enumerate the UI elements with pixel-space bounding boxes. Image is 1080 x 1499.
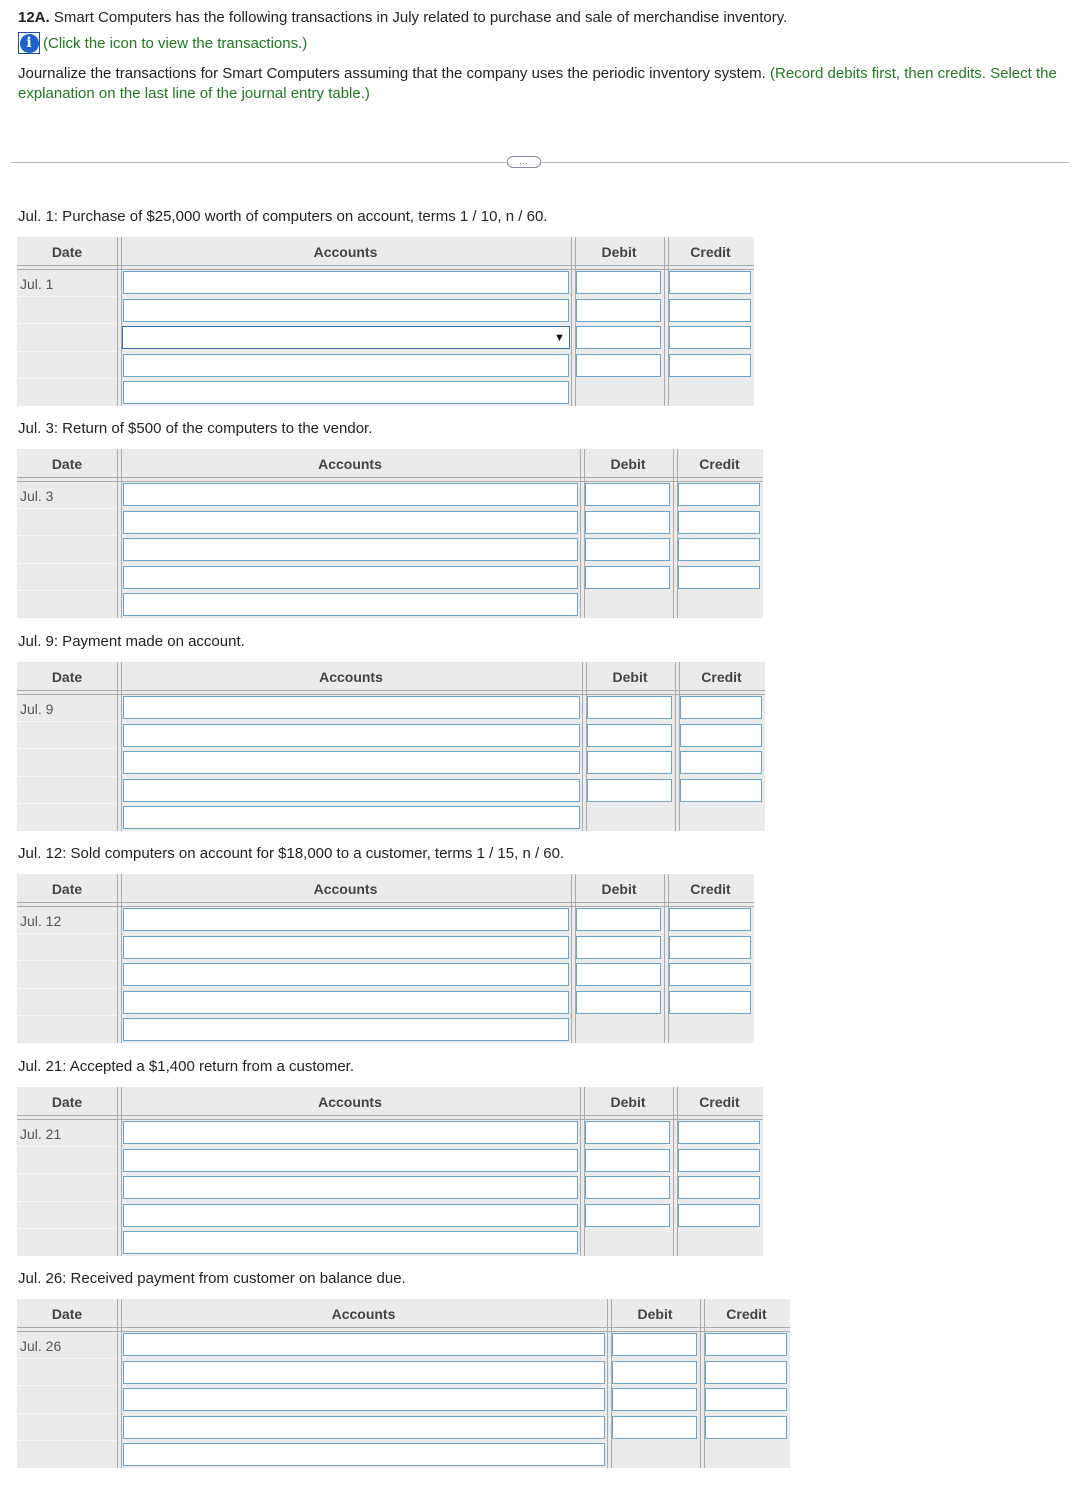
account-select[interactable] [122,326,570,349]
entry-date: Jul. 12 [20,913,62,929]
column-header-debit: Debit [637,1305,673,1322]
column-header-date: Date [51,668,83,685]
instructions [18,64,1058,104]
column-header-debit: Debit [601,243,637,260]
transactions-info-link[interactable] [18,32,307,54]
credit-input[interactable] [678,1149,760,1172]
explanation-input[interactable] [123,806,580,829]
credit-input[interactable] [669,326,751,349]
journal-table [17,662,765,831]
row-line [17,988,117,989]
column-separator [117,449,122,618]
credit-input[interactable] [678,483,760,506]
column-separator [673,449,678,618]
debit-input[interactable] [576,991,661,1014]
account-input[interactable] [123,1121,578,1144]
entry-date: Jul. 21 [20,1126,62,1142]
debit-input[interactable] [576,271,661,294]
column-header-date: Date [51,1093,83,1110]
debit-input[interactable] [587,696,672,719]
credit-input[interactable] [705,1416,787,1439]
credit-input[interactable] [678,566,760,589]
account-input[interactable] [123,1361,605,1384]
column-separator [582,662,587,831]
debit-input[interactable] [612,1416,697,1439]
account-input[interactable] [123,1204,578,1227]
explanation-input[interactable] [123,1018,569,1041]
column-separator [580,449,585,618]
account-input[interactable] [123,1388,605,1411]
row-line [17,1358,117,1359]
row-line [17,378,117,379]
row-line [17,1413,117,1414]
column-separator [117,1299,122,1468]
row-line [17,1173,117,1174]
entry-date: Jul. 9 [20,701,54,717]
question-number: 12A. [18,9,50,26]
row-line [17,1228,117,1229]
debit-input[interactable] [612,1388,697,1411]
column-header-debit: Debit [610,1093,646,1110]
credit-input[interactable] [680,779,762,802]
transaction-label: Jul. 12: Sold computers on account for $18,000 to a customer, terms 1 / 15, n / 60. [18,845,565,862]
header-rule [17,902,754,907]
account-input[interactable] [123,299,569,322]
explanation-input[interactable] [123,1231,578,1254]
column-header-credit: Credit [726,1305,767,1322]
credit-input[interactable] [678,1204,760,1227]
row-line [17,1440,117,1441]
column-separator [117,874,122,1043]
debit-input[interactable] [585,511,670,534]
row-line [17,1385,117,1386]
debit-input[interactable] [612,1361,697,1384]
debit-input[interactable] [576,936,661,959]
transaction-label: Jul. 3: Return of $500 of the computers to the vendor. [18,420,373,437]
instruction-main: Journalize the transactions for Smart Computers assuming that the company uses the periodic inventory system. [18,65,766,82]
credit-input[interactable] [669,991,751,1014]
header-rule [17,477,763,482]
credit-input[interactable] [678,511,760,534]
column-separator [607,1299,612,1468]
account-input[interactable] [123,936,569,959]
account-input[interactable] [123,908,569,931]
expand-toggle-button[interactable]: … [507,156,541,168]
row-line [17,508,117,509]
explanation-input[interactable] [123,381,569,404]
transaction-label: Jul. 1: Purchase of $25,000 worth of computers on account, terms 1 / 10, n / 60. [18,208,548,225]
account-input[interactable] [123,963,569,986]
credit-input[interactable] [669,299,751,322]
explanation-input[interactable] [123,593,578,616]
account-input[interactable] [123,991,569,1014]
column-header-credit: Credit [690,243,731,260]
column-separator [571,237,576,406]
entry-date: Jul. 1 [20,276,54,292]
debit-input[interactable] [585,483,670,506]
column-header-debit: Debit [612,668,648,685]
row-line [17,1146,117,1147]
column-header-accounts: Accounts [319,668,383,685]
debit-input[interactable] [587,724,672,747]
column-header-date: Date [51,880,83,897]
explanation-input[interactable] [123,1443,605,1466]
credit-input[interactable] [678,1176,760,1199]
row-line [17,960,117,961]
transaction-label: Jul. 21: Accepted a $1,400 return from a customer. [18,1058,355,1075]
header-rule [17,690,765,695]
account-input[interactable] [123,724,580,747]
debit-input[interactable] [576,963,661,986]
debit-input[interactable] [576,299,661,322]
account-input[interactable] [123,1176,578,1199]
transaction-label: Jul. 26: Received payment from customer on balance due. [18,1270,406,1287]
column-header-date: Date [51,1305,83,1322]
row-line [17,323,117,324]
header-rule [17,1115,763,1120]
column-separator [580,1087,585,1256]
column-header-accounts: Accounts [313,880,378,897]
credit-input[interactable] [678,538,760,561]
journal-table [17,237,754,406]
row-line [17,721,117,722]
credit-input[interactable] [680,751,762,774]
question-text [18,9,787,26]
credit-input[interactable] [669,354,751,377]
triangle-down-icon[interactable]: ▼ [554,331,565,344]
credit-input[interactable] [705,1361,787,1384]
credit-input[interactable] [680,724,762,747]
column-separator [117,1087,122,1256]
row-line [17,563,117,564]
info-link-text[interactable]: (Click the icon to view the transactions.) [43,34,308,52]
debit-input[interactable] [576,326,661,349]
instruction-note: (Record debits first, then credits. Select the explanation on the last line of the journal entry table.) [18,65,1057,102]
row-line [17,1201,117,1202]
column-header-accounts: Accounts [331,1305,396,1322]
column-header-credit: Credit [699,1093,740,1110]
row-line [17,535,117,536]
row-line [17,351,117,352]
column-header-credit: Credit [699,455,740,472]
header-rule [17,1327,790,1332]
account-input[interactable] [123,538,578,561]
row-line [17,1015,117,1016]
header-rule [17,265,754,270]
debit-input[interactable] [585,1121,670,1144]
column-separator [664,237,669,406]
row-line [17,590,117,591]
account-input[interactable] [123,751,580,774]
account-input[interactable] [123,271,569,294]
entry-date: Jul. 26 [20,1338,62,1354]
column-separator [117,237,122,406]
question-prompt: Smart Computers has the following transactions in July related to purchase and sale of merchandise inventory. [53,9,788,26]
column-separator [673,1087,678,1256]
debit-input[interactable] [587,751,672,774]
journal-table [17,449,763,618]
column-header-debit: Debit [601,880,637,897]
debit-input[interactable] [587,779,672,802]
credit-input[interactable] [678,1121,760,1144]
column-separator [117,662,122,831]
column-header-debit: Debit [610,455,646,472]
account-input[interactable] [123,1416,605,1439]
journal-table [17,1299,790,1468]
entry-date: Jul. 3 [20,488,54,504]
credit-input[interactable] [669,908,751,931]
column-separator [675,662,680,831]
row-line [17,803,117,804]
journal-table [17,874,754,1043]
column-separator [700,1299,705,1468]
credit-input[interactable] [669,936,751,959]
row-line [17,933,117,934]
row-line [17,748,117,749]
transaction-label: Jul. 9: Payment made on account. [18,633,245,650]
debit-input[interactable] [585,1149,670,1172]
debit-input[interactable] [585,1204,670,1227]
column-header-credit: Credit [701,668,742,685]
account-input[interactable] [123,696,580,719]
account-input[interactable] [123,1149,578,1172]
account-input[interactable] [123,779,580,802]
debit-input[interactable] [612,1333,697,1356]
journal-table [17,1087,763,1256]
info-icon[interactable]: i [18,32,40,54]
debit-input[interactable] [585,566,670,589]
row-line [17,776,117,777]
credit-input[interactable] [669,271,751,294]
column-header-accounts: Accounts [313,243,378,260]
row-line [17,296,117,297]
debit-input[interactable] [576,908,661,931]
credit-input[interactable] [705,1333,787,1356]
column-header-accounts: Accounts [318,1093,382,1110]
account-input[interactable] [123,566,578,589]
debit-input[interactable] [585,1176,670,1199]
account-input[interactable] [123,483,578,506]
debit-input[interactable] [576,354,661,377]
column-separator [664,874,669,1043]
column-header-credit: Credit [690,880,731,897]
credit-input[interactable] [680,696,762,719]
account-input[interactable] [123,1333,605,1356]
debit-input[interactable] [585,538,670,561]
account-input[interactable] [123,511,578,534]
credit-input[interactable] [705,1388,787,1411]
column-header-date: Date [51,243,83,260]
credit-input[interactable] [669,963,751,986]
account-input[interactable] [123,354,569,377]
column-header-accounts: Accounts [318,455,382,472]
column-header-date: Date [51,455,83,472]
column-separator [571,874,576,1043]
